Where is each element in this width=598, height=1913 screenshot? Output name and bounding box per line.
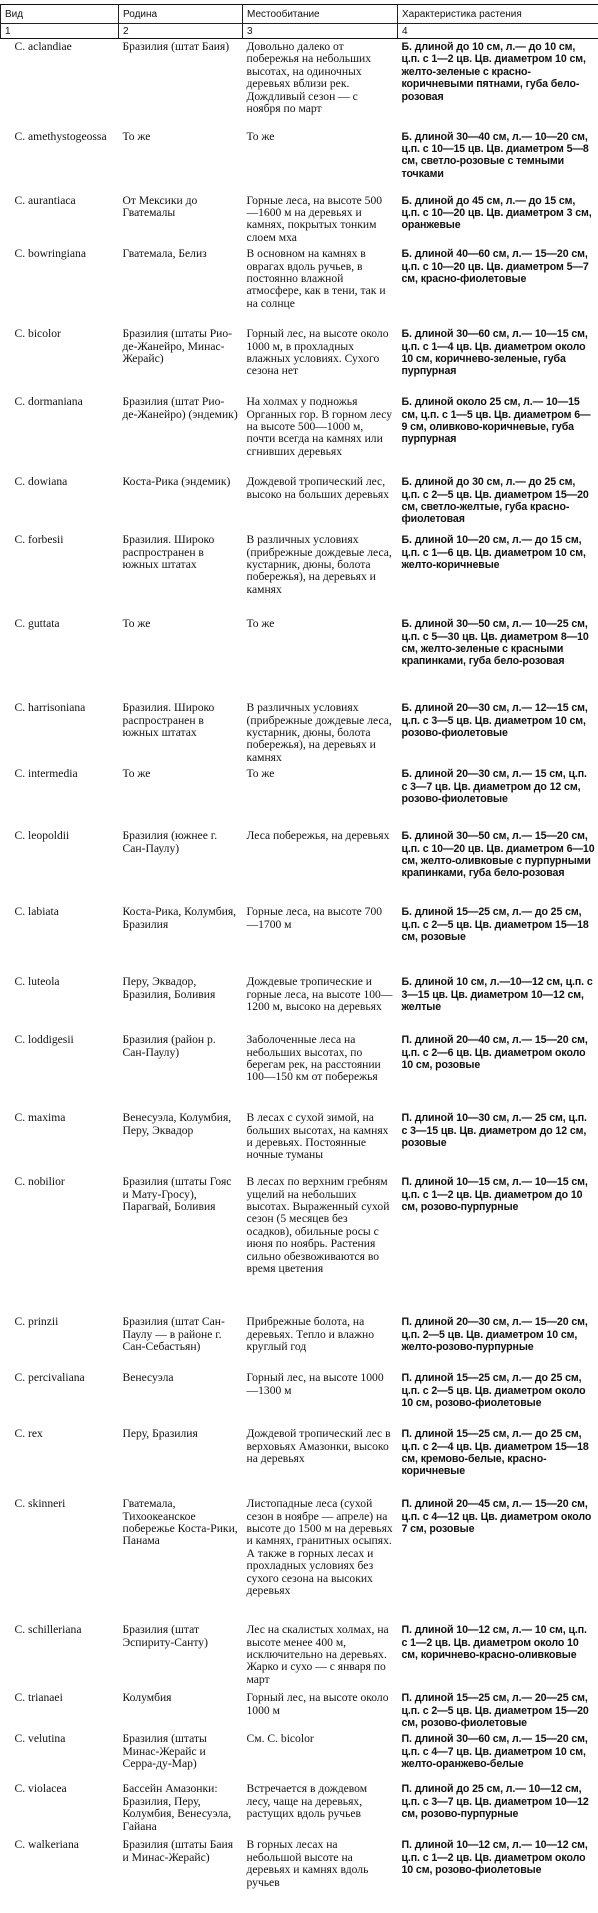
description-cell: Б. длиной 30—40 см, л.— 10—20 см, ц.п. с 10—15 цв. Цв. диаметром 5—8 см, светло-розовые с темными точками [398, 129, 598, 193]
species-name: C. loddigesii [1, 1032, 119, 1110]
homeland-cell: Венесуэла, Колумбия, Перу, Эквадор [119, 1110, 243, 1174]
habitat-cell: Листопадные леса (сухой сезон в ноябре — апреле) на высоте до 1500 м на деревьях и камнях, гранитных осыпях. А также в горных лесах и прохладных условиях без сухого сезона на высоких деревьях [243, 1496, 398, 1622]
description-cell: П. длиной 20—30 см, л.— 15—20 см, ц.п. 2—5 цв. Цв. диаметром 10 см, желто-розово-пурпурные [398, 1314, 598, 1370]
habitat-cell: То же [243, 616, 398, 700]
habitat-cell: В различных условиях (прибрежные дождевые леса, кустарник, дюны, болота побережья), на деревьях и камнях [243, 532, 398, 616]
table-row [1, 1370, 598, 1426]
species-name: C. guttata [1, 616, 119, 700]
table-row [1, 1622, 598, 1690]
table-row [1, 1032, 598, 1110]
species-name: C. bicolor [1, 326, 119, 394]
habitat-cell: В лесах с сухой зимой, на больших высотах, на камнях и деревьях. Постоянные ночные туманы [243, 1110, 398, 1174]
header-habitat: Местообитание [243, 5, 398, 24]
habitat-cell: Дождевой тропический лес в верховьях Амазонки, высоко на деревьях [243, 1426, 398, 1496]
species-name: C. aurantiaca [1, 193, 119, 247]
homeland-cell: Коста-Рика, Колумбия, Бразилия [119, 904, 243, 974]
header-homeland: Родина [119, 5, 243, 24]
species-name: C. leopoldii [1, 828, 119, 904]
table-row [1, 39, 598, 129]
species-name: C. prinzii [1, 1314, 119, 1370]
homeland-cell: Перу, Бразилия [119, 1426, 243, 1496]
table-row [1, 1496, 598, 1622]
species-name: C. amethystogeossa [1, 129, 119, 193]
species-name: C. dowiana [1, 474, 119, 532]
orchid-species-table [0, 4, 598, 1913]
column-number: 3 [243, 24, 398, 39]
species-name: C. harrisoniana [1, 700, 119, 766]
description-cell: П. длиной 30—60 см, л.— 15—20 см, ц.п. с 4—7 цв. Цв. диаметром 10 см, желто-оранжево-белые [398, 1731, 598, 1781]
homeland-cell: Бразилия (штат Баия) [119, 39, 243, 129]
homeland-cell: То же [119, 616, 243, 700]
table-body [1, 39, 598, 1913]
description-cell: Б. длиной 15—25 см, л.— до 25 см, ц.п. с 2—5 цв. Цв. диаметром 15—18 см, розовые [398, 904, 598, 974]
species-name: C. nobilior [1, 1174, 119, 1314]
table-row [1, 1690, 598, 1731]
homeland-cell: Бразилия (южнее г. Сан-Паулу) [119, 828, 243, 904]
table-row [1, 193, 598, 247]
species-name: C. rex [1, 1426, 119, 1496]
description-cell: Б. длиной 10 см, л.—10—12 см, ц.п. с 3—15 цв. Цв. диаметром 10—12 см, желтые [398, 974, 598, 1032]
table-row [1, 129, 598, 193]
table-row [1, 474, 598, 532]
description-cell: Б. длиной 40—60 см, л.— 15—20 см, ц.п. с 10—20 цв. Цв. диаметром 5—7 см, красно-фиолетовые [398, 246, 598, 326]
species-name: C. bowringiana [1, 246, 119, 326]
habitat-cell: На холмах у подножья Органных гор. В горном лесу на высоте 500—1000 м, почти всегда на камнях или сгнивших деревьях [243, 394, 398, 474]
habitat-cell: Горный лес, на высоте 1000—1300 м [243, 1370, 398, 1426]
homeland-cell: Венесуэла [119, 1370, 243, 1426]
description-cell: П. длиной 15—25 см, л.— 20—25 см, ц.п. с 2—5 цв. Цв. диаметром 15—20 см, розово-фиолетовые [398, 1690, 598, 1731]
homeland-cell: Бразилия (штаты Рио-де-Жанейро, Минас-Жерайс) [119, 326, 243, 394]
description-cell: П. длиной 15—25 см, л.— до 25 см, ц.п. с 2—5 цв. Цв. диаметром около 10 см, розово-фиолетовые [398, 1370, 598, 1426]
description-cell: П. длиной 20—40 см, л.— 15—20 см, ц.п. с 2—6 цв. Цв. диаметром около 10 см, розовые [398, 1032, 598, 1110]
homeland-cell: То же [119, 766, 243, 828]
species-name: C. violacea [1, 1781, 119, 1837]
table-row [1, 326, 598, 394]
description-cell: Б. длиной до 45 см, л.— до 15 см, ц.п. с 10—20 цв. Цв. диаметром 3 см, оранжевые [398, 193, 598, 247]
habitat-cell: В лесах по верхним гребням ущелий на небольших высотах. Выраженный сухой сезон (5 месяцев без осадков), обильные росы с июня по ноябрь. Растения сильно обезвоживаются во время цветения [243, 1174, 398, 1314]
table-row [1, 246, 598, 326]
species-name: C. intermedia [1, 766, 119, 828]
table-row [1, 532, 598, 616]
header-species: Вид [1, 5, 119, 24]
habitat-cell: Горный лес, на высоте около 1000 м, в прохладных влажных условиях. Сухого сезона нет [243, 326, 398, 394]
species-name: C. velutina [1, 1731, 119, 1781]
table-header [1, 5, 598, 39]
description-cell: П. длиной 10—12 см, л.— 10—12 см, ц.п. с 1—2 цв. Цв. диаметром около 10 см, розово-фиолетовые [398, 1837, 598, 1913]
habitat-cell: В горных лесах на небольшой высоте на деревьях и камнях вдоль ручьев [243, 1837, 398, 1913]
table-row [1, 766, 598, 828]
habitat-cell: Лес на скалистых холмах, на высоте менее 400 м, исключительно на деревьях. Жарко и сухо — с января по март [243, 1622, 398, 1690]
habitat-cell: В различных условиях (прибрежные дождевые леса, кустарник, дюны, болота побережья), на деревьях и камнях [243, 700, 398, 766]
column-number-row [1, 24, 598, 39]
description-cell: П. длиной 10—15 см, л.— 10—15 см, ц.п. с 1—2 цв. Цв. диаметром до 10 см, розово-пурпурные [398, 1174, 598, 1314]
habitat-cell: Дождевой тропический лес, высоко на больших деревьях [243, 474, 398, 532]
homeland-cell: Гватемала, Белиз [119, 246, 243, 326]
description-cell: Б. длиной 20—30 см, л.— 12—15 см, ц.п. с 3—5 цв. Цв. диаметром 10 см, розово-фиолетовые [398, 700, 598, 766]
homeland-cell: Бразилия (штаты Минас-Жерайс и Серра-ду-Мар) [119, 1731, 243, 1781]
homeland-cell: Коста-Рика (эндемик) [119, 474, 243, 532]
habitat-cell: Леса побережья, на деревьях [243, 828, 398, 904]
table-row [1, 1174, 598, 1314]
habitat-cell: Прибрежные болота, на деревьях. Тепло и влажно круглый год [243, 1314, 398, 1370]
habitat-cell: Встречается в дождевом лесу, чаще на деревьях, растущих вдоль ручьев [243, 1781, 398, 1837]
homeland-cell: Бразилия (район р. Сан-Паулу) [119, 1032, 243, 1110]
description-cell: Б. длиной до 10 см, л.— до 10 см, ц.п. с 1—2 цв. Цв. диаметром 10 см, желто-зеленые с красно-коричневыми пятнами, губа бело-розовая [398, 39, 598, 129]
description-cell: П. длиной 15—25 см, л.— до 25 см, ц.п. с 2—4 цв. Цв. диаметром 15—18 см, кремово-белые, красно-коричневые [398, 1426, 598, 1496]
species-name: C. dormaniana [1, 394, 119, 474]
table-row [1, 904, 598, 974]
habitat-cell: См. C. bicolor [243, 1731, 398, 1781]
homeland-cell: Бразилия (штат Рио-де-Жанейро) (эндемик) [119, 394, 243, 474]
species-name: C. forbesii [1, 532, 119, 616]
species-name: C. luteola [1, 974, 119, 1032]
table-row [1, 1110, 598, 1174]
homeland-cell: Бразилия (штат Эспириту-Санту) [119, 1622, 243, 1690]
table-row [1, 1426, 598, 1496]
table-row [1, 1731, 598, 1781]
table-row [1, 394, 598, 474]
homeland-cell: То же [119, 129, 243, 193]
species-name: C. trianaei [1, 1690, 119, 1731]
description-cell: П. длиной 20—45 см, л.— 15—20 см, ц.п. с 4—12 цв. Цв. диаметром около 7 см, розовые [398, 1496, 598, 1622]
habitat-cell: Горные леса, на высоте 500—1600 м на деревьях и камнях, покрытых тонким слоем мха [243, 193, 398, 247]
habitat-cell: Дождевые тропические и горные леса, на высоте 100—1200 м, высоко на деревьях [243, 974, 398, 1032]
habitat-cell: Заболоченные леса на небольших высотах, по берегам рек, на расстоянии 100—150 км от побережья [243, 1032, 398, 1110]
habitat-cell: Горные леса, на высоте 700—1700 м [243, 904, 398, 974]
species-name: C. aclandiae [1, 39, 119, 129]
habitat-cell: Довольно далеко от побережья на небольших высотах, на одиночных деревьях вблизи рек. Дождливый сезон — с ноября по март [243, 39, 398, 129]
homeland-cell: Бразилия. Широко распространен в южных штатах [119, 700, 243, 766]
species-name: C. schilleriana [1, 1622, 119, 1690]
description-cell: Б. длиной 20—30 см, л.— 15 см, ц.п. с 3—7 цв. Цв. диаметром до 12 см, розово-фиолетовые [398, 766, 598, 828]
species-name: C. walkeriana [1, 1837, 119, 1913]
description-cell: П. длиной до 25 см, л.— 10—12 см, ц.п. с 3—7 цв. Цв. диаметром 10—12 см, розово-пурпурные [398, 1781, 598, 1837]
table-row [1, 1314, 598, 1370]
homeland-cell: Колумбия [119, 1690, 243, 1731]
table-row [1, 1837, 598, 1913]
description-cell: Б. длиной 10—20 см, л.— до 15 см, ц.п. с 1—6 цв. Цв. диаметром 10 см, желто-коричневые [398, 532, 598, 616]
homeland-cell: Бразилия (штат Сан-Паулу — в районе г. Сан-Себастьян) [119, 1314, 243, 1370]
header-description: Характеристика растения [398, 5, 598, 24]
description-cell: Б. длиной до 30 см, л.— до 25 см, ц.п. с 2—5 цв. Цв. диаметром 15—20 см, светло-желтые, губа красно-фиолетовая [398, 474, 598, 532]
description-cell: П. длиной 10—30 см, л.— 25 см, ц.п. с 3—15 цв. Цв. диаметром до 12 см, розовые [398, 1110, 598, 1174]
habitat-cell: В основном на камнях в оврагах вдоль ручьев, в постоянно влажной атмосфере, как в тени, так и на солнце [243, 246, 398, 326]
header-row [1, 5, 598, 24]
habitat-cell: То же [243, 766, 398, 828]
table-row [1, 974, 598, 1032]
species-name: C. maxima [1, 1110, 119, 1174]
description-cell: Б. длиной 30—50 см, л.— 15—20 см, ц.п. с 10—20 цв. Цв. диаметром 6—10 см, желто-оливковые с пурпурными крапинками, губа бело-розовая [398, 828, 598, 904]
homeland-cell: Бассейн Амазонки: Бразилия, Перу, Колумбия, Венесуэла, Гайана [119, 1781, 243, 1837]
habitat-cell: То же [243, 129, 398, 193]
homeland-cell: Перу, Эквадор, Бразилия, Боливия [119, 974, 243, 1032]
column-number: 4 [398, 24, 598, 39]
column-number: 2 [119, 24, 243, 39]
homeland-cell: Бразилия (штаты Баия и Минас-Жерайс) [119, 1837, 243, 1913]
species-name: C. percivaliana [1, 1370, 119, 1426]
table-row [1, 1781, 598, 1837]
table-row [1, 700, 598, 766]
description-cell: Б. длиной 30—50 см, л.— 10—25 см, ц.п. с 5—30 цв. Цв. диаметром 8—10 см, желто-зеленые с красными крапинками, губа бело-розовая [398, 616, 598, 700]
homeland-cell: От Мексики до Гватемалы [119, 193, 243, 247]
homeland-cell: Бразилия (штаты Гояс и Мату-Гросу), Парагвай, Боливия [119, 1174, 243, 1314]
column-number: 1 [1, 24, 119, 39]
table-row [1, 828, 598, 904]
homeland-cell: Бразилия. Широко распространен в южных штатах [119, 532, 243, 616]
description-cell: П. длиной 10—12 см, л.— 10 см, ц.п. с 1—2 цв. Цв. диаметром около 10 см, коричнево-красно-оливковые [398, 1622, 598, 1690]
homeland-cell: Гватемала, Тихоокеанское побережье Коста-Рики, Панама [119, 1496, 243, 1622]
species-name: C. skinneri [1, 1496, 119, 1622]
description-cell: Б. длиной 30—60 см, л.— 10—15 см, ц.п. с 1—4 цв. Цв. диаметром около 10 см, коричнево-зеленые, губа пурпурная [398, 326, 598, 394]
habitat-cell: Горный лес, на высоте около 1000 м [243, 1690, 398, 1731]
species-name: C. labiata [1, 904, 119, 974]
description-cell: Б. длиной около 25 см, л.— 10—15 см, ц.п. с 1—5 цв. Цв. диаметром 6—9 см, оливково-коричневые, губа пурпурная [398, 394, 598, 474]
table-row [1, 616, 598, 700]
